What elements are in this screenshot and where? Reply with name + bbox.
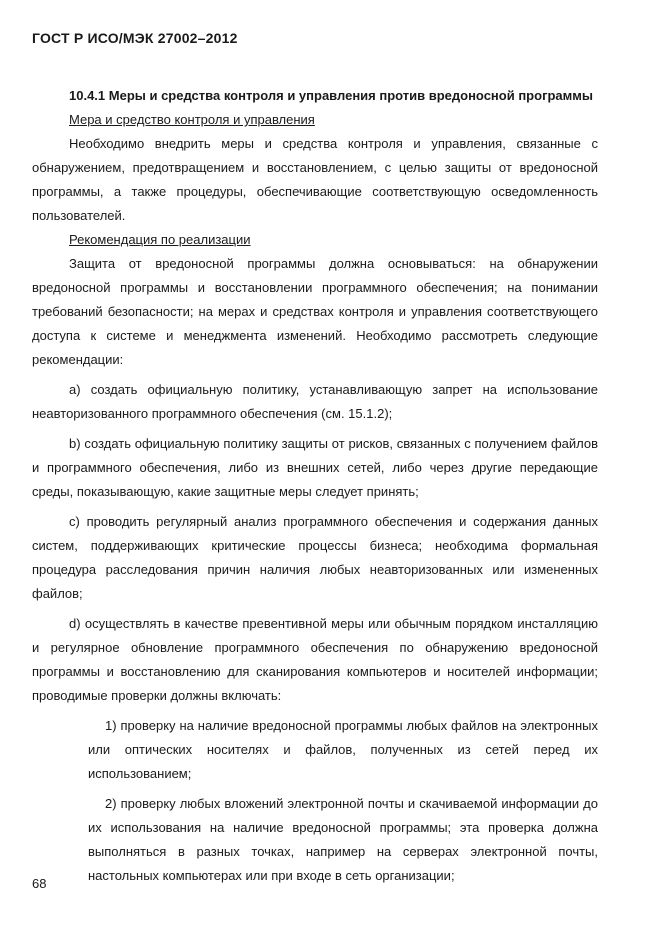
control-paragraph: Необходимо внедрить меры и средства контроля и управления, связанные с обнаружением, предотвращением и восстановлением, с целью защиты от вредоносной программы, а также процедуры, обеспечивающие соответствующую осведомленность пользователей.: [32, 136, 598, 223]
list-item-c: с) проводить регулярный анализ программного обеспечения и содержания данных систем, поддерживающих критические процессы бизнеса; необходима формальная процедура расследования причин наличия любых неавторизованных или измененных файлов;: [32, 514, 598, 601]
section-title: 10.4.1 Меры и средства контроля и управления против вредоносной программы: [69, 88, 593, 103]
guidance-heading: Рекомендация по реализации: [69, 232, 251, 247]
sub-item-1: 1) проверку на наличие вредоносной программы любых файлов на электронных или оптических носителях и файлов, полученных из сетей перед их использованием;: [88, 718, 598, 781]
document-header: ГОСТ Р ИСО/МЭК 27002–2012: [32, 30, 238, 46]
list-item-a: а) создать официальную политику, устанавливающую запрет на использование неавторизованного программного обеспечения (см. 15.1.2);: [32, 382, 598, 421]
control-heading: Мера и средство контроля и управления: [69, 112, 315, 127]
document-body: [32, 84, 598, 888]
list-item-d: d) осуществлять в качестве превентивной меры или обычным порядком инсталляцию и регулярное обновление программного обеспечения по обнаружению вредоносной программы и восстановлению для сканирования компьютеров и носителей информации; проводимые проверки должны включать:: [32, 616, 598, 703]
page-number: 68: [32, 876, 47, 891]
list-item-b: b) создать официальную политику защиты от рисков, связанных с получением файлов и программного обеспечения, либо из внешних сетей, либо через другие передающие среды, показывающую, какие защитные меры следует принять;: [32, 436, 598, 499]
guidance-paragraph: Защита от вредоносной программы должна основываться: на обнаружении вредоносной программы и восстановлении программного обеспечения; на понимании требований безопасности; на мерах и средствах контроля и управления соответствующего доступа к системе и менеджмента изменений. Необходимо рассмотреть следующие рекомендации:: [32, 256, 598, 367]
sub-item-2: 2) проверку любых вложений электронной почты и скачиваемой информации до их использования на наличие вредоносной программы; эта проверка должна выполняться в разных точках, например на серверах электронной почты, настольных компьютерах или при входе в сеть организации;: [88, 796, 598, 883]
